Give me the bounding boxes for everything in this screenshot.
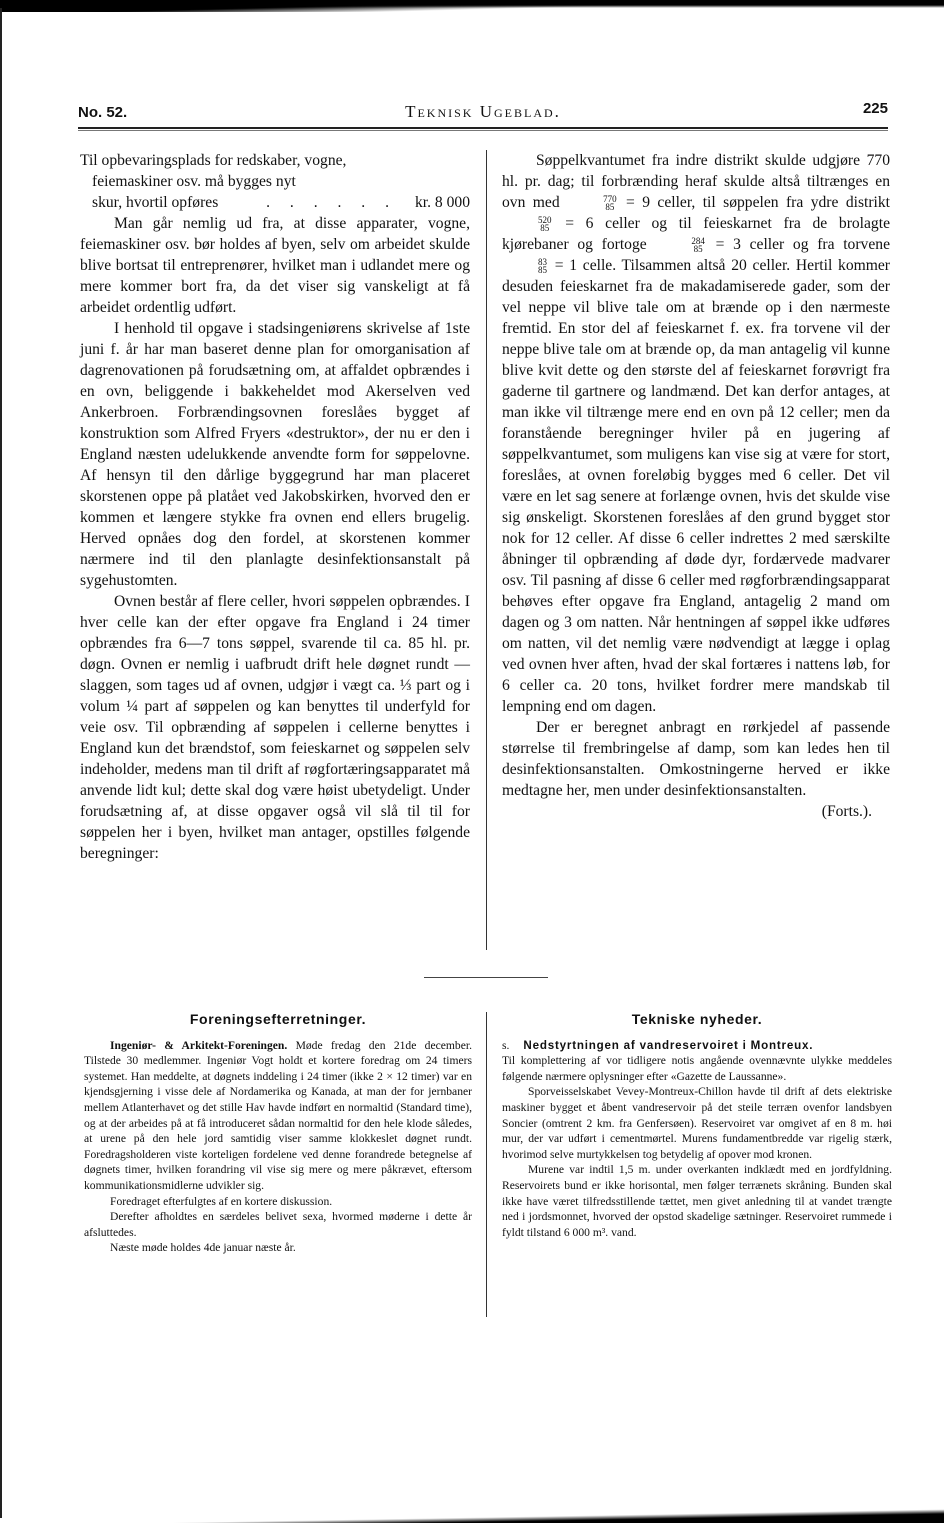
text-run: Der er beregnet anbragt en rørkjedel af passende størrelse til frembringelse af damp, som kan ledes hen til desinfektionsanstalten. Omkostningerne herved er ikke medtagne her, men under desinfektionsanstalten. [502,719,890,799]
section-paragraph: Til komplettering af vor tidligere notis angående ovennævnte ulykke meddeles følgende nærmere oplysninger efter «Gazette de Laussanne». [502,1054,892,1083]
continued-marker: (Forts.). [821,803,872,820]
text-run: = 3 celler og fra torvene [715,236,890,253]
fraction-denominator: 85 [693,244,703,255]
article-left-column [80,150,470,864]
leader-dots: . . . . . . [266,194,397,211]
lead-in: Nedstyrtningen af vandreservoiret i Montreux. [523,1038,814,1052]
text-run: Møde fredag den 21de december. Tilstede 30 medlemmer. Ingeniør Vogt holdt et kortere foredrag om 24 timers systemet. Han meddelte, at døgnets inddeling i 24 timer (ikke 2 × 12 timer) var en kjendsgjerning i visse dele af Nordamerika og Kanada, at man der for jernbaner mellem Atlanterhavet og det stille Hav havde indført en normaltid (Standard time), og at der arbeides på at få introduceret sådan normaltid for den hele klode således, at urene på den hele jord samtidig viser samme klokkeslet døgnet rundt. Foredragsholderen viste korteligen fordelene ved denne forandrede betegnelse af døgnets timer, hvilken forandring vil vise sig mere og mere påkrævet, eftersom kommunikationsmidlerne udvikler sig. [84,1038,472,1192]
article-right-column [502,150,890,822]
fraction [504,258,547,274]
article-paragraph [502,150,890,717]
fraction-numerator: 520 [538,215,552,226]
section-paragraph: Næste møde holdes 4de januar næste år. [110,1241,296,1255]
article-paragraph: Man går nemlig ud fra, at disse apparater, vogne, feiemaskiner osv. bør holdes af byen, selv om arbeidet skulde blive bortsat til entreprenører, hvilket man i udlandet mere og mere kommer bort fra, da det viser sig vanskeligt at få arbeidet ordentlig udført. [80,215,470,316]
section-paragraph: Derefter afholdtes en særdeles belivet sexa, hvormed møderne i dette år afsluttedes. [84,1210,472,1239]
column-divider [486,1012,487,1317]
fraction-denominator: 85 [605,202,615,213]
fraction [657,237,705,253]
article-paragraph: Ovnen består af flere celler, hvori søppelen opbrændes. I hver celle kan der efter opgave fra England i 24 timer opbrændes fra 6—7 tons søppel, svarende til ca. 85 hl. pr. døgn. Ovnen er nemlig i uafbrudt drift hele døgnet rundt — slaggen, som tages ud af ovnen, udgjør i vægt ca. ⅓ part og i volum ¼ part af søppelen og kan benyttes til underfyld for veie osv. Til opbrænding af søppelen i cellerne benyttes i England kun det brændstof, som feieskarnet og søppelen selv indeholder, medens man til drift af røgfortæringsapparatet må anvende lidt kul; dette skal dog være høist ubetydeligt. Under forudsætning af, at disse opgaver også vil slå til til for søppelen her i byen, hvilket man antager, opstilles følgende beregninger: [80,593,470,862]
cost-item-line-2: feiemaskiner osv. må bygges nyt [92,173,296,190]
author-tag: s. [502,1038,510,1052]
scan-edge-left [0,8,2,1518]
foreningsefterretninger-section [84,1012,472,1256]
cost-item-amount: kr. 8 000 [414,194,470,211]
fraction-denominator: 85 [538,265,547,276]
header-rule [78,127,888,131]
article-paragraph: I henhold til opgave i stadsingeniørens skrivelse af 1ste juni f. år har man baseret denne plan for omorganisation af dagrenovationen på forudsætning om, at affaldet opbrændes i en ovn, beliggende i bakkeheldet mod Akerselven ved Ankerbroen. Forbrændingsovnen foreslåes bygget af konstruktion som Alfred Fryers «destruktor», der nu er den i England næsten udelukkende anvendte form for søppelovne. Af hensyn til den dårlige byggegrund har man placeret skorstenen oppe på platået ved Jakobskirken, hvorved den er kommen et længere stykke fra ovnen end ellers brugelig. Herved opnåes dog den fordel, at skorstenen kommer nærmere ind til den planlagte desinfektionsanstalt på sygehustomten. [80,320,470,589]
journal-title: Teknisk Ugeblad. [405,102,561,121]
fraction-denominator: 85 [540,223,550,234]
section-heading: Tekniske nyheder. [631,1011,763,1027]
section-paragraph: Foredraget efterfulgtes af en kortere diskussion. [110,1194,333,1208]
scan-edge-bottom [0,1509,944,1523]
article-paragraph [502,717,890,820]
running-header [78,100,888,124]
issue-number: No. 52. [78,104,128,121]
section-paragraph: Murene var indtil 1,5 m. under overkanten indklædt med en jordfyldning. Reservoirets bund er ikke horisontal, men følger terrænets skråning. Bunden skal ikke have været tilfredsstillende tættet, men givet anledning til at vandet trængte ned i jordsmonnet, hvorved der opstod skadelige sætninger. Reservoiret rummede i fyldt tilstand 6 000 m³. vand. [502,1163,892,1239]
text-run: = 1 celle. Tilsammen altså 20 celler. Hertil kommer desuden feieskarnet fra de makadamiserede gader, som der vel neppe vil blive tale om at brænde op i den nærmeste fremtid. En stor del af feieskarnet f. ex. fra torvene vil der neppe blive tale om at brænde op, da man antagelig vil kunne blive kvit dette og den største del af feieskarnet forøvrigt fra gaderne til gartnere og landmænd. Det kan derfor antages, at man ikke vil tiltrænge mere end en ovn på 12 celler; men da foranstående beregninger hviler på en jugering af søppelkvantumet, som muligens kan vise sig at være for stort, foreslåes, at ovnen foreløbig bygges med 6 celler. Det vil være en let sag senere at forlænge ovnen, hvis det skulde vise sig ønskeligt. Skorstenen foreslåes af den grund bygget stor nok for 12 celler. Af disse 6 celler indrettes 2 med særskilte åbninger til opbrænding af døde dyr, fordærvede madvarer osv. Til pasning af disse 6 celler med røgforbrændingsapparat behøves efter opgave fra England, antagelig 2 mand om dagen og 3 om natten. Når hentningen af søppel ikke udføres om natten, vil det nemlig være nødvendigt at lægge i oplag ved ovnen hver aften, hvad der skal fortæres i nattens løb, for 6 celler ca. 20 tons, hvilket fordrer mere mandskab til lempning end om dagen. [502,257,890,715]
cost-item-label: skur, hvortil opføres [92,194,219,211]
text-run: = 9 celler, til søppelen fra ydre distrikt [626,194,891,211]
section-separator [424,977,548,978]
page-number: 225 [862,100,888,117]
section-paragraph [502,1038,892,1054]
text-run: = 6 celler og til feieskarnet fra de brolagte kjørebaner og fortoge [502,215,890,253]
fraction [504,216,552,232]
fraction [569,195,617,211]
lead-in: Ingeniør- & Arkitekt-Foreningen. [110,1038,288,1052]
section-heading: Foreningsefterretninger. [189,1011,367,1027]
section-paragraph [84,1038,472,1194]
fraction-numerator: 770 [603,194,617,205]
tekniske-nyheder-section [502,1012,892,1240]
column-divider [486,150,487,950]
text-run: Søppelkvantumet fra indre distrikt skulde udgjøre 770 hl. pr. dag; til forbrænding heraf skulde altså tiltrænges en ovn med [502,152,890,211]
cost-item-line-1: Til opbevaringsplads for redskaber, vogne, [80,152,347,169]
section-paragraph: Sporveisselskabet Vevey-Montreux-Chillon havde til drift af dets elektriske maskiner bygget et åbent vandreservoir på det steile terræn ovenfor landsbyen Soncier (omtrent 2 km. fra Genfersøen). Reservoiret var omgivet af en 8 m. høi mur, der var udført i cementmørtel. Murens fundamentbredde var rigelig stærk, hvorimod selve murtykkelsen tog betydelig af opover mod kronen. [502,1085,892,1161]
fraction-numerator: 284 [691,236,705,247]
cost-item-line-3 [80,192,470,213]
scan-edge-top [0,0,944,8]
fraction-numerator: 83 [538,257,547,268]
cost-item [80,150,470,213]
